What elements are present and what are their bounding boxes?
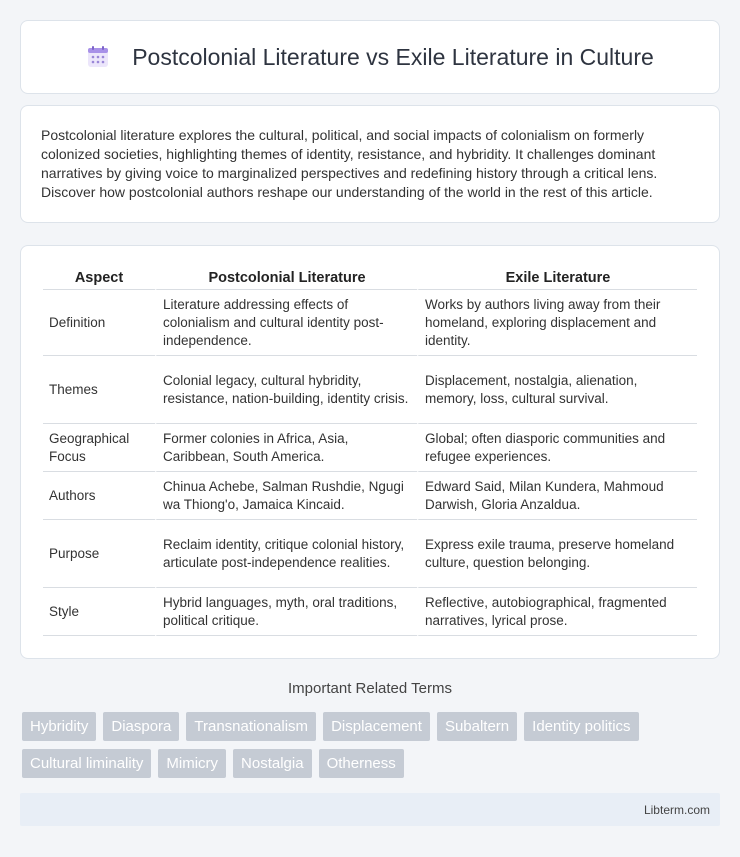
row-postcolonial: Colonial legacy, cultural hybridity, resistance, nation-building, identity crisis.	[155, 356, 417, 424]
row-aspect: Geographical Focus	[43, 424, 155, 472]
related-terms-section	[0, 680, 740, 697]
table-row	[43, 356, 697, 424]
row-aspect: Authors	[43, 472, 155, 520]
comparison-table	[43, 266, 697, 636]
related-terms-title: Important Related Terms	[288, 680, 452, 697]
table-row	[43, 472, 697, 520]
intro-card	[20, 105, 720, 223]
tag-mimicry[interactable]: Mimicry	[158, 749, 226, 778]
row-postcolonial: Hybrid languages, myth, oral traditions, political critique.	[155, 588, 417, 636]
row-aspect: Style	[43, 588, 155, 636]
header-card	[20, 20, 720, 94]
related-tags	[22, 712, 702, 778]
row-postcolonial: Former colonies in Africa, Asia, Caribbean, South America.	[155, 424, 417, 472]
tag-subaltern[interactable]: Subaltern	[437, 712, 517, 741]
intro-paragraph: Postcolonial literature explores the cultural, political, and social impacts of colonialism on formerly colonized societies, highlighting themes of identity, resistance, and hybridity. It challenges dominant narratives by giving voice to marginalized perspectives and redefining history through a critical lens. Discover how postcolonial authors reshape our understanding of the world in the rest of this article.	[41, 127, 658, 200]
header-aspect: Aspect	[43, 266, 155, 290]
footer	[20, 793, 720, 826]
tag-hybridity[interactable]: Hybridity	[22, 712, 96, 741]
row-exile: Displacement, nostalgia, alienation, memory, loss, cultural survival.	[417, 356, 697, 424]
calendar-icon	[86, 45, 110, 69]
row-exile: Express exile trauma, preserve homeland culture, question belonging.	[417, 520, 697, 588]
row-postcolonial: Literature addressing effects of colonialism and cultural identity post-independence.	[155, 290, 417, 356]
row-aspect: Definition	[43, 290, 155, 356]
table-row	[43, 290, 697, 356]
row-exile: Global; often diasporic communities and refugee experiences.	[417, 424, 697, 472]
row-exile: Works by authors living away from their homeland, exploring displacement and identity.	[417, 290, 697, 356]
table-row	[43, 588, 697, 636]
tag-cultural-liminality[interactable]: Cultural liminality	[22, 749, 151, 778]
row-postcolonial: Reclaim identity, critique colonial history, articulate post-independence realities.	[155, 520, 417, 588]
tag-transnationalism[interactable]: Transnationalism	[186, 712, 316, 741]
table-header-row	[43, 266, 697, 290]
page-title: Postcolonial Literature vs Exile Literature in Culture	[132, 43, 654, 70]
tag-nostalgia[interactable]: Nostalgia	[233, 749, 312, 778]
row-aspect: Purpose	[43, 520, 155, 588]
row-postcolonial: Chinua Achebe, Salman Rushdie, Ngugi wa Thiong'o, Jamaica Kincaid.	[155, 472, 417, 520]
tag-otherness[interactable]: Otherness	[319, 749, 404, 778]
tag-identity-politics[interactable]: Identity politics	[524, 712, 638, 741]
table-row	[43, 520, 697, 588]
row-aspect: Themes	[43, 356, 155, 424]
footer-site-link[interactable]: Libterm.com	[643, 802, 710, 817]
tag-diaspora[interactable]: Diaspora	[103, 712, 179, 741]
table-row	[43, 424, 697, 472]
header-exile: Exile Literature	[417, 266, 697, 290]
title-wrap	[86, 44, 654, 71]
comparison-table-card	[20, 245, 720, 659]
row-exile: Edward Said, Milan Kundera, Mahmoud Darwish, Gloria Anzaldua.	[417, 472, 697, 520]
tag-displacement[interactable]: Displacement	[323, 712, 430, 741]
header-postcolonial: Postcolonial Literature	[155, 266, 417, 290]
row-exile: Reflective, autobiographical, fragmented narratives, lyrical prose.	[417, 588, 697, 636]
